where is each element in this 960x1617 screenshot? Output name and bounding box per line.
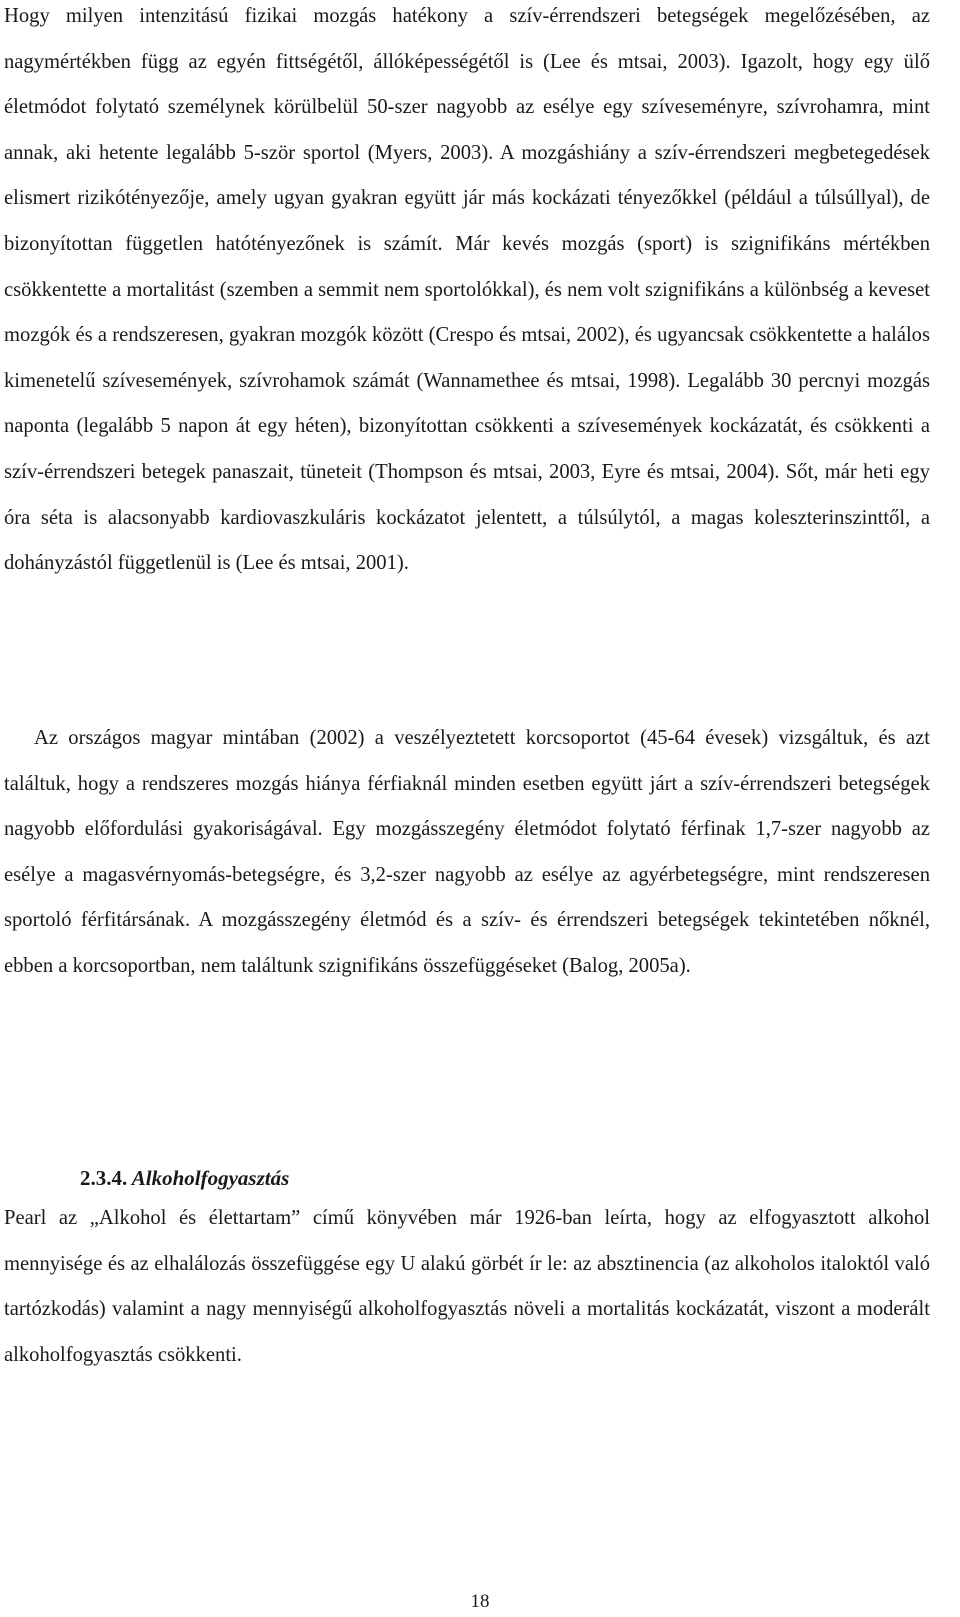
paragraph-alcohol: Pearl az „Alkohol és élettartam” című könyvében már 1926-ban leírta, hogy az elfogyasztott alkohol mennyisége és az elhalálozás összefüggése egy U alakú görbét ír le: az absztinencia (az alkoholos italoktól való tartózkodás) valamint a nagy mennyiségű alkoholfogyasztás növeli a mortalitás kockázatát, viszont a moderált alkoholfogyasztás csökkenti. (4, 1207, 930, 1366)
paragraph-national-sample: Az országos magyar mintában (2002) a veszélyeztetett korcsoportot (45-64 évesek) vizsgáltuk, és azt találtuk, hogy a rendszeres mozgás hiánya férfiaknál minden esetben együtt járt a szív-érrendszeri betegségek nagyobb előfordulási gyakoriságával. Egy mozgásszegény életmódot folytató férfinak 1,7-szer nagyobb az esélye a magasvérnyomás-betegségre, és 3,2-szer nagyobb az esélye az agyérbetegségre, mint rendszeresen sportoló férfitársának. A mozgásszegény életmód és a szív- és érrendszeri betegségek tekintetében nőknél, ebben a korcsoportban, nem találtunk szignifikáns összefüggéseket (Balog, 2005a). (4, 727, 930, 977)
paragraph-physical-activity: Hogy milyen intenzitású fizikai mozgás hatékony a szív-érrendszeri betegségek megelőzésében, az nagymértékben függ az egyén fittségétől, állóképességétől is (Lee és mtsai, 2003). Igazolt, hogy egy ülő életmódot folytató személynek körülbelül 50-szer nagyobb az esélye egy szíveseményre, szívrohamra, mint annak, aki hetente legalább 5-ször sportol (Myers, 2003). A mozgáshiány a szív-érrendszeri megbetegedések elismert rizikótényezője, amely ugyan gyakran együtt jár más kockázati tényezőkkel (például a túlsúllyal), de bizonyítottan független hatótényezőnek is számít. Már kevés mozgás (sport) is szignifikáns mértékben csökkentette a mortalitást (szemben a semmit nem sportolókkal), és nem volt szignifikáns a különbség a keveset mozgók és a rendszeresen, gyakran mozgók között (Crespo és mtsai, 2002), és ugyancsak csökkentette a halálos kimenetelű szívesemények, szívrohamok számát (Wannamethee és mtsai, 1998). Legalább 30 percnyi mozgás naponta (legalább 5 napon át egy héten), bizonyítottan csökkenti a szívesemények kockázatát, és csökkenti a szív-érrendszeri betegek panaszait, tüneteit (Thompson és mtsai, 2003, Eyre és mtsai, 2004). Sőt, már heti egy óra séta is alacsonyabb kardiovaszkuláris kockázatot jelentett, a túlsúlytól, a magas koleszterinszinttől, a dohányzástól függetlenül is (Lee és mtsai, 2001). (4, 5, 930, 575)
page-number: 18 (470, 1591, 490, 1612)
section-number: 2.3.4. (80, 1166, 128, 1190)
section-title: Alkoholfogyasztás (131, 1166, 290, 1190)
section-heading (80, 1164, 289, 1192)
